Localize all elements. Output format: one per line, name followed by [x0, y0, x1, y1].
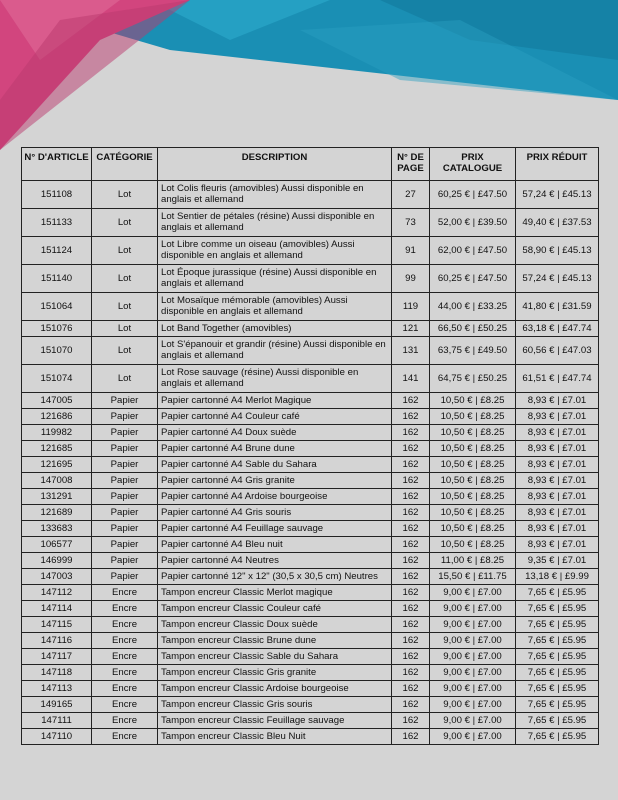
cell-article: 147112 [22, 585, 92, 601]
cell-catalog-price: 44,00 € | £33.25 [430, 293, 516, 321]
cell-page: 162 [392, 425, 430, 441]
cell-article: 149165 [22, 697, 92, 713]
cell-page: 162 [392, 681, 430, 697]
cell-description: Tampon encreur Classic Doux suède [158, 617, 392, 633]
cell-category: Papier [92, 473, 158, 489]
table-row [22, 697, 599, 713]
cell-category: Encre [92, 713, 158, 729]
cell-catalog-price: 10,50 € | £8.25 [430, 473, 516, 489]
cell-page: 162 [392, 729, 430, 745]
cell-category: Papier [92, 553, 158, 569]
cell-catalog-price: 10,50 € | £8.25 [430, 537, 516, 553]
cell-reduced-price: 7,65 € | £5.95 [516, 617, 599, 633]
cell-page: 162 [392, 409, 430, 425]
cell-category: Encre [92, 617, 158, 633]
cell-description: Papier cartonné A4 Bleu nuit [158, 537, 392, 553]
cell-page: 162 [392, 553, 430, 569]
table-row [22, 457, 599, 473]
cell-description: Papier cartonné A4 Gris granite [158, 473, 392, 489]
cell-page: 162 [392, 713, 430, 729]
cell-catalog-price: 9,00 € | £7.00 [430, 713, 516, 729]
cell-description: Lot Sentier de pétales (résine) Aussi disponible en anglais et allemand [158, 209, 392, 237]
table-row [22, 337, 599, 365]
table-row [22, 569, 599, 585]
cell-category: Lot [92, 293, 158, 321]
cell-category: Encre [92, 585, 158, 601]
table-row [22, 729, 599, 745]
cell-catalog-price: 63,75 € | £49.50 [430, 337, 516, 365]
cell-category: Papier [92, 409, 158, 425]
table-row [22, 209, 599, 237]
cell-category: Lot [92, 337, 158, 365]
header-reduced-price: PRIX RÉDUIT [516, 148, 599, 181]
cell-catalog-price: 60,25 € | £47.50 [430, 265, 516, 293]
cell-page: 162 [392, 665, 430, 681]
cell-article: 147005 [22, 393, 92, 409]
header-description: DESCRIPTION [158, 148, 392, 181]
cell-description: Lot Rose sauvage (résine) Aussi disponible en anglais et allemand [158, 365, 392, 393]
cell-page: 73 [392, 209, 430, 237]
cell-article: 147117 [22, 649, 92, 665]
cell-article: 121686 [22, 409, 92, 425]
cell-description: Lot Époque jurassique (résine) Aussi disponible en anglais et allemand [158, 265, 392, 293]
cell-catalog-price: 10,50 € | £8.25 [430, 457, 516, 473]
cell-article: 151140 [22, 265, 92, 293]
cell-description: Papier cartonné A4 Gris souris [158, 505, 392, 521]
cell-reduced-price: 13,18 € | £9.99 [516, 569, 599, 585]
cell-catalog-price: 9,00 € | £7.00 [430, 633, 516, 649]
cell-article: 147008 [22, 473, 92, 489]
cell-catalog-price: 10,50 € | £8.25 [430, 505, 516, 521]
cell-catalog-price: 52,00 € | £39.50 [430, 209, 516, 237]
table-row [22, 473, 599, 489]
cell-catalog-price: 10,50 € | £8.25 [430, 393, 516, 409]
cell-article: 151074 [22, 365, 92, 393]
cell-article: 106577 [22, 537, 92, 553]
cell-article: 147003 [22, 569, 92, 585]
cell-page: 162 [392, 473, 430, 489]
cell-page: 27 [392, 181, 430, 209]
cell-catalog-price: 9,00 € | £7.00 [430, 681, 516, 697]
header-catalog-price: PRIX CATALOGUE [430, 148, 516, 181]
cell-article: 147118 [22, 665, 92, 681]
cell-page: 162 [392, 457, 430, 473]
cell-page: 162 [392, 393, 430, 409]
cell-catalog-price: 10,50 € | £8.25 [430, 441, 516, 457]
cell-category: Papier [92, 457, 158, 473]
cell-reduced-price: 8,93 € | £7.01 [516, 489, 599, 505]
cell-article: 146999 [22, 553, 92, 569]
table-row [22, 393, 599, 409]
cell-category: Lot [92, 365, 158, 393]
cell-description: Papier cartonné 12" x 12" (30,5 x 30,5 cm) Neutres [158, 569, 392, 585]
header-category: CATÉGORIE [92, 148, 158, 181]
cell-category: Papier [92, 425, 158, 441]
table-row [22, 505, 599, 521]
cell-category: Encre [92, 697, 158, 713]
table-row [22, 321, 599, 337]
cell-reduced-price: 7,65 € | £5.95 [516, 729, 599, 745]
cell-description: Papier cartonné A4 Brune dune [158, 441, 392, 457]
cell-description: Lot Band Together (amovibles) [158, 321, 392, 337]
cell-description: Papier cartonné A4 Doux suède [158, 425, 392, 441]
cell-description: Tampon encreur Classic Brune dune [158, 633, 392, 649]
cell-reduced-price: 49,40 € | £37.53 [516, 209, 599, 237]
cell-category: Lot [92, 209, 158, 237]
cell-description: Papier cartonné A4 Merlot Magique [158, 393, 392, 409]
cell-description: Lot Colis fleuris (amovibles) Aussi disponible en anglais et allemand [158, 181, 392, 209]
cell-reduced-price: 8,93 € | £7.01 [516, 457, 599, 473]
cell-description: Tampon encreur Classic Ardoise bourgeoise [158, 681, 392, 697]
cell-reduced-price: 8,93 € | £7.01 [516, 425, 599, 441]
cell-article: 119982 [22, 425, 92, 441]
cell-category: Encre [92, 729, 158, 745]
cell-article: 151070 [22, 337, 92, 365]
cell-description: Papier cartonné A4 Couleur café [158, 409, 392, 425]
cell-catalog-price: 10,50 € | £8.25 [430, 425, 516, 441]
cell-page: 91 [392, 237, 430, 265]
cell-page: 141 [392, 365, 430, 393]
header-row [22, 148, 599, 181]
cell-reduced-price: 7,65 € | £5.95 [516, 601, 599, 617]
table-row [22, 617, 599, 633]
cell-article: 147110 [22, 729, 92, 745]
cell-catalog-price: 60,25 € | £47.50 [430, 181, 516, 209]
cell-category: Papier [92, 521, 158, 537]
cell-page: 162 [392, 537, 430, 553]
cell-article: 151064 [22, 293, 92, 321]
table-row [22, 553, 599, 569]
cell-catalog-price: 11,00 € | £8.25 [430, 553, 516, 569]
cell-article: 147114 [22, 601, 92, 617]
cell-reduced-price: 7,65 € | £5.95 [516, 633, 599, 649]
cell-catalog-price: 9,00 € | £7.00 [430, 665, 516, 681]
cell-category: Encre [92, 601, 158, 617]
cell-reduced-price: 61,51 € | £47.74 [516, 365, 599, 393]
cell-catalog-price: 9,00 € | £7.00 [430, 601, 516, 617]
cell-reduced-price: 57,24 € | £45.13 [516, 265, 599, 293]
cell-catalog-price: 15,50 € | £11.75 [430, 569, 516, 585]
cell-catalog-price: 62,00 € | £47.50 [430, 237, 516, 265]
cell-page: 162 [392, 633, 430, 649]
cell-page: 162 [392, 569, 430, 585]
price-table [21, 147, 599, 745]
cell-category: Lot [92, 237, 158, 265]
cell-reduced-price: 57,24 € | £45.13 [516, 181, 599, 209]
cell-catalog-price: 64,75 € | £50.25 [430, 365, 516, 393]
price-table-container [21, 147, 598, 745]
cell-page: 131 [392, 337, 430, 365]
table-row [22, 181, 599, 209]
cell-page: 162 [392, 649, 430, 665]
cell-article: 147116 [22, 633, 92, 649]
cell-reduced-price: 7,65 € | £5.95 [516, 585, 599, 601]
cell-catalog-price: 9,00 € | £7.00 [430, 649, 516, 665]
cell-article: 133683 [22, 521, 92, 537]
cell-article: 151133 [22, 209, 92, 237]
cell-description: Papier cartonné A4 Neutres [158, 553, 392, 569]
cell-description: Papier cartonné A4 Sable du Sahara [158, 457, 392, 473]
table-row [22, 633, 599, 649]
cell-category: Papier [92, 537, 158, 553]
cell-page: 162 [392, 505, 430, 521]
cell-reduced-price: 8,93 € | £7.01 [516, 521, 599, 537]
cell-page: 162 [392, 489, 430, 505]
header-page: N° DE PAGE [392, 148, 430, 181]
cell-article: 121695 [22, 457, 92, 473]
cell-reduced-price: 9,35 € | £7.01 [516, 553, 599, 569]
cell-page: 121 [392, 321, 430, 337]
cell-description: Tampon encreur Classic Gris granite [158, 665, 392, 681]
cell-reduced-price: 7,65 € | £5.95 [516, 681, 599, 697]
cell-article: 151108 [22, 181, 92, 209]
cell-description: Tampon encreur Classic Sable du Sahara [158, 649, 392, 665]
cell-catalog-price: 10,50 € | £8.25 [430, 409, 516, 425]
cell-page: 99 [392, 265, 430, 293]
cell-description: Papier cartonné A4 Feuillage sauvage [158, 521, 392, 537]
cell-reduced-price: 58,90 € | £45.13 [516, 237, 599, 265]
table-row [22, 409, 599, 425]
cell-description: Lot Mosaïque mémorable (amovibles) Aussi disponible en anglais et allemand [158, 293, 392, 321]
cell-article: 151124 [22, 237, 92, 265]
table-row [22, 441, 599, 457]
header-decoration [0, 0, 618, 150]
cell-article: 147111 [22, 713, 92, 729]
cell-article: 131291 [22, 489, 92, 505]
cell-description: Lot S'épanouir et grandir (résine) Aussi disponible en anglais et allemand [158, 337, 392, 365]
table-row [22, 537, 599, 553]
table-row [22, 237, 599, 265]
table-row [22, 681, 599, 697]
cell-page: 162 [392, 601, 430, 617]
cell-article: 147113 [22, 681, 92, 697]
cell-page: 162 [392, 697, 430, 713]
cell-category: Papier [92, 569, 158, 585]
cell-category: Encre [92, 665, 158, 681]
cell-catalog-price: 66,50 € | £50.25 [430, 321, 516, 337]
table-row [22, 265, 599, 293]
table-row [22, 665, 599, 681]
cell-description: Papier cartonné A4 Ardoise bourgeoise [158, 489, 392, 505]
table-row [22, 713, 599, 729]
cell-category: Papier [92, 489, 158, 505]
cell-article: 151076 [22, 321, 92, 337]
cell-description: Tampon encreur Classic Feuillage sauvage [158, 713, 392, 729]
cell-catalog-price: 9,00 € | £7.00 [430, 697, 516, 713]
cell-page: 119 [392, 293, 430, 321]
cell-catalog-price: 10,50 € | £8.25 [430, 521, 516, 537]
cell-category: Encre [92, 633, 158, 649]
table-row [22, 489, 599, 505]
cell-description: Tampon encreur Classic Merlot magique [158, 585, 392, 601]
table-row [22, 649, 599, 665]
cell-reduced-price: 8,93 € | £7.01 [516, 409, 599, 425]
cell-page: 162 [392, 521, 430, 537]
cell-reduced-price: 8,93 € | £7.01 [516, 537, 599, 553]
cell-catalog-price: 9,00 € | £7.00 [430, 617, 516, 633]
table-row [22, 425, 599, 441]
cell-reduced-price: 7,65 € | £5.95 [516, 665, 599, 681]
cell-reduced-price: 41,80 € | £31.59 [516, 293, 599, 321]
cell-catalog-price: 10,50 € | £8.25 [430, 489, 516, 505]
cell-article: 147115 [22, 617, 92, 633]
cell-reduced-price: 8,93 € | £7.01 [516, 393, 599, 409]
cell-category: Lot [92, 265, 158, 293]
cell-page: 162 [392, 617, 430, 633]
table-row [22, 521, 599, 537]
cell-article: 121685 [22, 441, 92, 457]
cell-reduced-price: 7,65 € | £5.95 [516, 649, 599, 665]
header-article: N° D'ARTICLE [22, 148, 92, 181]
table-row [22, 293, 599, 321]
cell-category: Papier [92, 441, 158, 457]
cell-page: 162 [392, 441, 430, 457]
cell-reduced-price: 8,93 € | £7.01 [516, 473, 599, 489]
cell-reduced-price: 7,65 € | £5.95 [516, 713, 599, 729]
cell-article: 121689 [22, 505, 92, 521]
cell-catalog-price: 9,00 € | £7.00 [430, 729, 516, 745]
cell-category: Encre [92, 649, 158, 665]
cell-page: 162 [392, 585, 430, 601]
cell-reduced-price: 63,18 € | £47.74 [516, 321, 599, 337]
cell-reduced-price: 8,93 € | £7.01 [516, 505, 599, 521]
table-row [22, 365, 599, 393]
table-row [22, 601, 599, 617]
cell-reduced-price: 8,93 € | £7.01 [516, 441, 599, 457]
cell-category: Papier [92, 505, 158, 521]
cell-category: Lot [92, 321, 158, 337]
cell-category: Papier [92, 393, 158, 409]
cell-category: Encre [92, 681, 158, 697]
cell-description: Tampon encreur Classic Couleur café [158, 601, 392, 617]
cell-description: Lot Libre comme un oiseau (amovibles) Aussi disponible en anglais et allemand [158, 237, 392, 265]
cell-description: Tampon encreur Classic Gris souris [158, 697, 392, 713]
table-row [22, 585, 599, 601]
cell-reduced-price: 60,56 € | £47.03 [516, 337, 599, 365]
cell-catalog-price: 9,00 € | £7.00 [430, 585, 516, 601]
cell-category: Lot [92, 181, 158, 209]
cell-reduced-price: 7,65 € | £5.95 [516, 697, 599, 713]
cell-description: Tampon encreur Classic Bleu Nuit [158, 729, 392, 745]
